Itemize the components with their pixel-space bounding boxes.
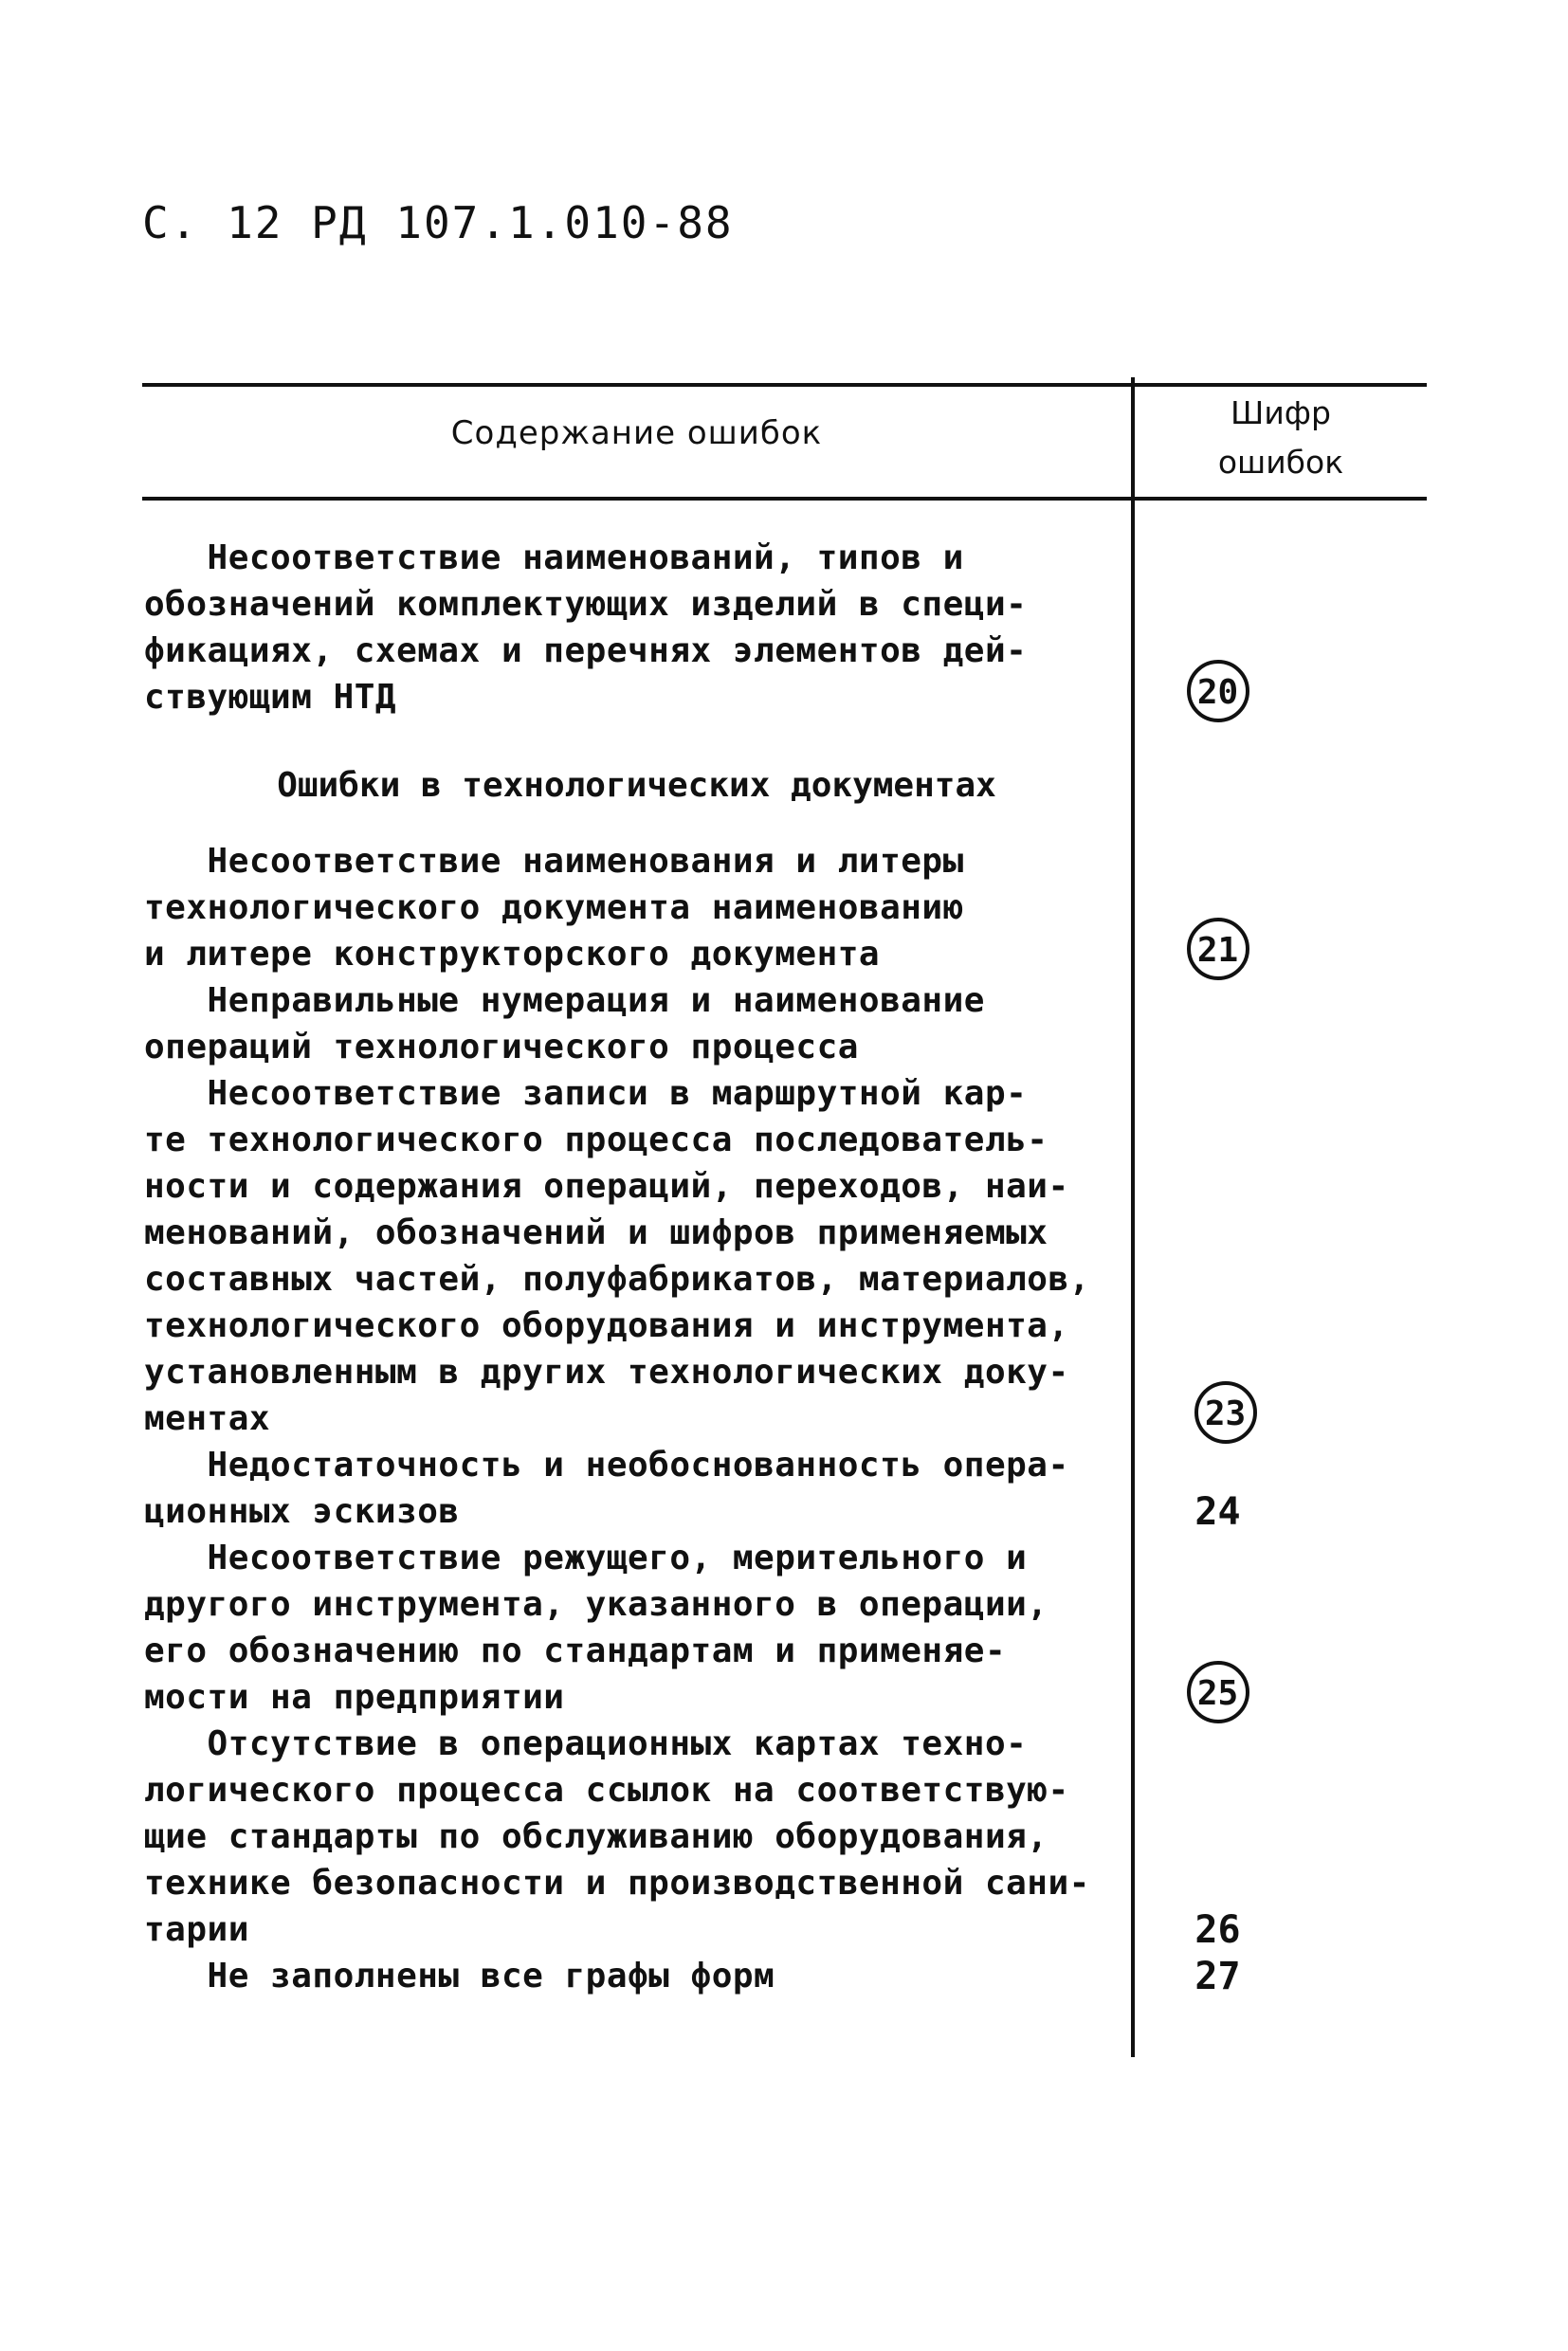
error-code-value: 21 xyxy=(1187,918,1249,980)
text-line: обозначений комплектующих изделий в специ- xyxy=(144,585,1028,624)
error-code: 24 xyxy=(1194,1490,1241,1534)
text-line: его обозначению по стандартам и применяе- xyxy=(144,1631,1007,1670)
error-code: 26 xyxy=(1194,1908,1241,1952)
text-line: тарии xyxy=(144,1910,249,1949)
text-line: составных частей, полуфабрикатов, материалов, xyxy=(144,1260,1090,1299)
error-code-circled xyxy=(1142,1381,1308,1444)
text-line: Неправильные нумерация и наименование xyxy=(144,981,985,1020)
text-line: фикациях, схемах и перечнях элементов дей- xyxy=(144,631,1028,670)
error-code-value: 25 xyxy=(1187,1661,1249,1723)
text-line: операций технологического процесса xyxy=(144,1028,859,1066)
text-line: менований, обозначений и шифров применяемых xyxy=(144,1213,1048,1252)
text-line: Несоответствие наименования и литеры xyxy=(144,842,964,881)
text-line: технологического документа наименованию xyxy=(144,888,964,927)
text-line: мости на предприятии xyxy=(144,1678,565,1717)
text-line: Несоответствие режущего, мерительного и xyxy=(144,1539,1028,1577)
text-line: Несоответствие записи в маршрутной кар- xyxy=(144,1074,1028,1113)
error-code-value: 20 xyxy=(1187,660,1249,722)
text-line: ствующим НТД xyxy=(144,678,397,717)
text-line: Отсутствие в операционных картах техно- xyxy=(144,1724,1028,1763)
error-code-circled xyxy=(1135,1661,1301,1723)
text-line: Несоответствие наименований, типов и xyxy=(144,538,964,577)
text-line: другого инструмента, указанного в операции, xyxy=(144,1585,1048,1624)
section-title: Ошибки в технологических документах xyxy=(277,766,996,805)
page-header: С. 12 РД 107.1.010-88 xyxy=(142,197,734,248)
column-divider xyxy=(1131,377,1135,2057)
text-line: технике безопасности и производственной сани- xyxy=(144,1864,1090,1903)
text-line: щие стандарты по обслуживанию оборудования, xyxy=(144,1817,1048,1856)
text-line: ционных эскизов xyxy=(144,1492,460,1531)
text-line: установленным в других технологических доку- xyxy=(144,1353,1069,1392)
column-header-code-line1: Шифр xyxy=(1231,394,1331,431)
column-header-code xyxy=(1135,389,1427,487)
text-line: технологического оборудования и инструмента, xyxy=(144,1306,1069,1345)
column-header-content: Содержание ошибок xyxy=(450,414,823,452)
error-code-circled xyxy=(1135,918,1301,980)
text-line: ности и содержания операций, переходов, наи- xyxy=(144,1167,1069,1206)
table-header-rule xyxy=(142,497,1427,501)
error-code-value: 23 xyxy=(1194,1381,1257,1444)
text-line: Недостаточность и необоснованность опера- xyxy=(144,1446,1069,1485)
text-line: те технологического процесса последователь- xyxy=(144,1121,1048,1159)
text-line: Не заполнены все графы форм xyxy=(144,1957,775,1996)
error-code: 27 xyxy=(1194,1955,1241,1998)
text-line: и литере конструкторского документа xyxy=(144,935,881,974)
column-header-code-line2: ошибок xyxy=(1217,444,1344,481)
text-line: ментах xyxy=(144,1399,271,1438)
error-code-circled xyxy=(1135,660,1301,722)
table-top-rule xyxy=(142,383,1427,387)
text-line: логического процесса ссылок на соответствую- xyxy=(144,1771,1069,1810)
